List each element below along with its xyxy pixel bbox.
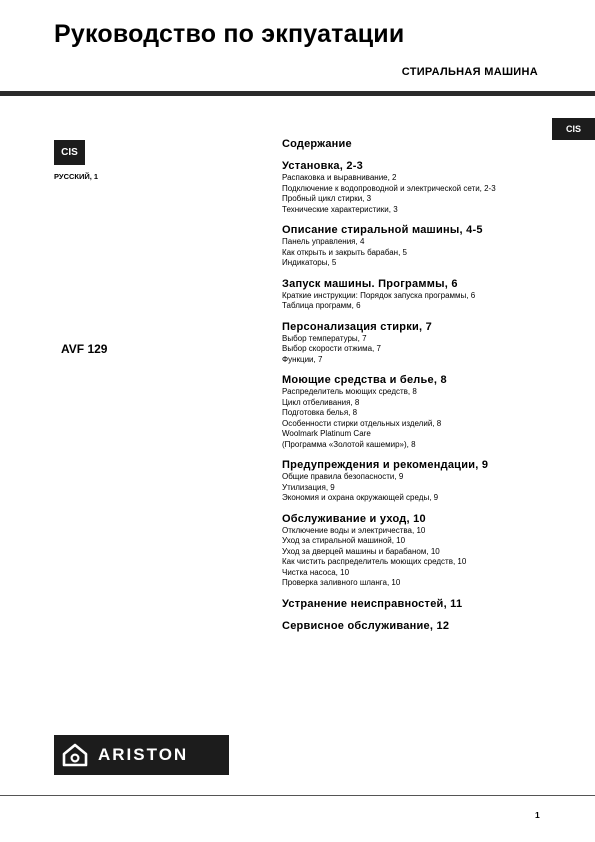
toc-item: Технические характеристики, 3: [282, 204, 398, 214]
toc-section-warnings: [282, 458, 582, 504]
toc-section-service: [282, 619, 582, 633]
logo-wordmark: ARISTON: [98, 745, 189, 764]
toc-section-title: Предупреждения и рекомендации, 9: [282, 459, 489, 471]
toc-item: Краткие инструкции: Порядок запуска программы, 6: [282, 290, 476, 300]
toc-item: Выбор скорости отжима, 7: [282, 344, 381, 353]
toc-section-troubleshooting: [282, 597, 582, 611]
toc-section-title: Персонализация стирки, 7: [282, 320, 433, 333]
footer-divider: [0, 795, 595, 796]
toc-item: Как открыть и закрыть барабан, 5: [282, 247, 407, 257]
toc-item: Панель управления, 4: [282, 237, 365, 246]
model-number: AVF 129: [61, 342, 108, 356]
toc-section-title: Запуск машины. Программы, 6: [282, 277, 458, 290]
toc-item: Распаковка и выравнивание, 2: [282, 173, 397, 182]
house-icon: [62, 743, 88, 767]
toc-section-installation: [282, 159, 582, 215]
toc-item: Как чистить распределитель моющих средств, 10: [282, 557, 467, 566]
toc-section-detergents: [282, 373, 582, 450]
toc-section-title: Сервисное обслуживание, 12: [282, 619, 450, 632]
toc-item: Цикл отбеливания, 8: [282, 397, 360, 407]
toc-item: Чистка насоса, 10: [282, 567, 350, 577]
toc-section-maintenance: [282, 512, 582, 589]
table-of-contents: [282, 136, 582, 641]
toc-section-title: Устранение неисправностей, 11: [282, 597, 463, 610]
toc-item: Подготовка белья, 8: [282, 408, 358, 417]
region-code-badge: CIS: [54, 140, 85, 165]
toc-item: Индикаторы, 5: [282, 258, 337, 267]
toc-item: Уход за стиральной машиной, 10: [282, 536, 406, 545]
toc-section-programs: [282, 277, 582, 312]
language-entry: РУССКИЙ, 1: [54, 172, 99, 181]
toc-item: Таблица программ, 6: [282, 301, 361, 310]
toc-item: Woolmark Platinum Care: [282, 429, 371, 438]
toc-section-title: Установка, 2-3: [282, 160, 364, 172]
toc-item: Функции, 7: [282, 354, 323, 364]
toc-item: Выбор температуры, 7: [282, 333, 367, 343]
header-divider: [0, 91, 595, 96]
toc-item: Утилизация, 9: [282, 482, 335, 492]
toc-item: Подключение к водопроводной и электрической сети, 2-3: [282, 183, 496, 193]
toc-item: Распределитель моющих средств, 8: [282, 387, 417, 396]
toc-item: Экономия и охрана окружающей среды, 9: [282, 493, 439, 502]
toc-item: Уход за дверцей машины и барабаном, 10: [282, 546, 440, 556]
toc-item: Особенности стирки отдельных изделий, 8: [282, 418, 442, 428]
toc-section-description: [282, 223, 582, 269]
toc-item: Общие правила безопасности, 9: [282, 472, 404, 481]
toc-item: Проверка заливного шланга, 10: [282, 578, 401, 587]
toc-section-personalization: [282, 320, 582, 366]
toc-item: Пробный цикл стирки, 3: [282, 194, 372, 203]
toc-heading: Содержание: [282, 138, 352, 150]
toc-item: Отключение воды и электричества, 10: [282, 525, 426, 535]
document-subtitle: СТИРАЛЬНАЯ МАШИНА: [401, 66, 538, 78]
page-number: 1: [535, 810, 540, 820]
ariston-logo: [54, 735, 229, 775]
region-edge-tab: CIS: [552, 118, 595, 140]
toc-section-title: Обслуживание и уход, 10: [282, 512, 426, 525]
toc-item: (Программа «Золотой кашемир»), 8: [282, 439, 416, 449]
document-title: Руководство по экпуатации: [54, 20, 405, 48]
toc-section-title: Описание стиральной машины, 4-5: [282, 224, 483, 236]
toc-section-title: Моющие средства и белье, 8: [282, 374, 447, 386]
